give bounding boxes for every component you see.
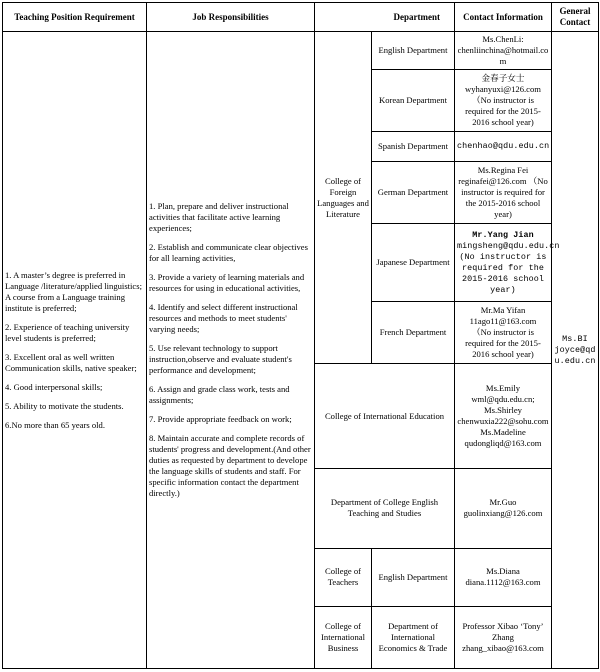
dept-german: German Department xyxy=(372,162,455,224)
contact-international-education xyxy=(455,364,552,468)
header-department: Department xyxy=(315,3,455,32)
contact-line: Ms.Shirley xyxy=(484,405,522,416)
requirement-item: 1. A master’s degree is preferred in Language /literature/applied linguistics; A course from a Language training institute is preferred; xyxy=(5,269,142,313)
contact-line: Ms.ChenLi: xyxy=(482,34,524,45)
contact-email: mingsheng@qdu.edu.cn xyxy=(457,240,560,251)
table-row xyxy=(3,32,599,70)
requirement-item: 4. Good interpersonal skills; xyxy=(5,381,103,392)
dept-japanese: Japanese Department xyxy=(372,224,455,302)
contact-line: Ms.Regina Fei xyxy=(477,165,529,176)
college-english-teaching: Department of College English Teaching and Studies xyxy=(315,468,455,548)
contact-line: Professor Xibao ‘Tony’ Zhang xyxy=(462,620,544,642)
contact-note: reginafei@126.com （No instructor is required for the 2015-2016 school year) xyxy=(458,176,548,220)
contact-line: Mr.Yang Jian xyxy=(472,229,534,240)
contact-line: Ms.Diana xyxy=(486,566,520,577)
contact-english-teaching xyxy=(455,468,552,548)
responsibility-item: 5. Use relevant technology to support instruction,observe and evaluate student's performance and development; xyxy=(149,343,292,376)
dept-korean: Korean Department xyxy=(372,70,455,132)
requirements-cell xyxy=(3,32,147,669)
contact-email: guolinxiang@126.com xyxy=(463,508,543,519)
dept-teachers-english: English Department xyxy=(372,548,455,606)
contact-spanish xyxy=(455,132,552,162)
header-row xyxy=(3,3,599,32)
header-requirement: Teaching Position Requirement xyxy=(3,3,147,32)
header-contact-info: Contact Information xyxy=(455,3,552,32)
requirement-item: 3. Excellent oral as well written Communication skills, native speaker; xyxy=(5,351,137,373)
contact-english xyxy=(455,32,552,70)
general-contact-name: Ms.BI xyxy=(562,333,588,344)
contact-line: Ms.Emily xyxy=(485,383,521,394)
general-contact-cell xyxy=(552,32,599,669)
requirement-item: 5. Ability to motivate the students. xyxy=(5,400,124,411)
college-international-education: College of International Education xyxy=(315,364,455,468)
requirement-item: 6.No more than 65 years old. xyxy=(5,419,105,430)
contact-email: diana.1112@163.com xyxy=(465,577,541,588)
contact-french xyxy=(455,302,552,364)
contact-korean xyxy=(455,70,552,132)
requirement-item: 2. Experience of teaching university level students is preferred; xyxy=(5,321,130,343)
responsibility-item: 4. Identify and select different instructional resources and methods to meet students' varying needs; xyxy=(149,302,298,335)
header-responsibilities: Job Responsibilities xyxy=(147,3,315,32)
teaching-positions-table xyxy=(2,2,599,669)
contact-note: （No instructor is required for the 2015-2016 school year) xyxy=(465,95,541,128)
contact-german xyxy=(455,162,552,224)
contact-email: chenwuxia222@sohu.com Ms.Madeline xyxy=(457,416,549,438)
responsibility-item: 3. Provide a variety of learning materials and resources for using in educational activities, xyxy=(149,272,305,294)
general-contact-email: joyce@qdu.edu.cn xyxy=(554,344,596,366)
contact-email: 11ago11@163.com xyxy=(469,316,537,327)
contact-email: wyhanyuxi@126.com xyxy=(465,84,541,95)
responsibilities-cell xyxy=(147,32,315,669)
dept-french: French Department xyxy=(372,302,455,364)
contact-email: zhang_xibao@163.com xyxy=(462,642,544,653)
responsibility-item: 6. Assign and grade class work, tests and assignments; xyxy=(149,384,290,406)
responsibility-item: 1. Plan, prepare and deliver instructional activities that facilitate active learning experiences; xyxy=(149,201,289,234)
dept-spanish: Spanish Department xyxy=(372,132,455,162)
dept-econ-trade: Department of International Economics & Trade xyxy=(372,606,455,668)
contact-line: Mr.Guo xyxy=(489,497,517,508)
college-teachers: College of Teachers xyxy=(315,548,372,606)
responsibility-item: 7. Provide appropriate feedback on work; xyxy=(149,414,292,425)
dept-english: English Department xyxy=(372,32,455,70)
responsibility-item: 2. Establish and communicate clear objectives for all learning activities, xyxy=(149,242,308,264)
contact-email: chenliinchina@hotmail.com xyxy=(457,45,549,67)
contact-email: chenhao@qdu.edu.cn xyxy=(457,141,550,152)
contact-note: （No instructor is required for the 2015-2016 school year) xyxy=(465,327,541,360)
header-general-contact: General Contact xyxy=(552,3,599,32)
contact-email: wml@qdu.edu.cn; xyxy=(471,394,535,405)
college-international-business: College of International Business xyxy=(315,606,372,668)
contact-teachers xyxy=(455,548,552,606)
college-foreign-languages: College of Foreign Languages and Literature xyxy=(315,32,372,364)
contact-international-business xyxy=(455,606,552,668)
contact-note: (No instructor is required for the 2015-2016 school year) xyxy=(459,251,547,295)
contact-email: qudongliqd@163.com xyxy=(464,438,542,449)
contact-line: Mr.Ma Yifan xyxy=(480,305,526,316)
responsibility-item: 8. Maintain accurate and complete records of students' progress and development.(And other duties as requested by department to develope the language skills of students and staff. For specific information contact the department directly.) xyxy=(149,433,311,499)
contact-japanese xyxy=(455,224,560,302)
contact-line: 金春子女士 xyxy=(481,73,525,84)
